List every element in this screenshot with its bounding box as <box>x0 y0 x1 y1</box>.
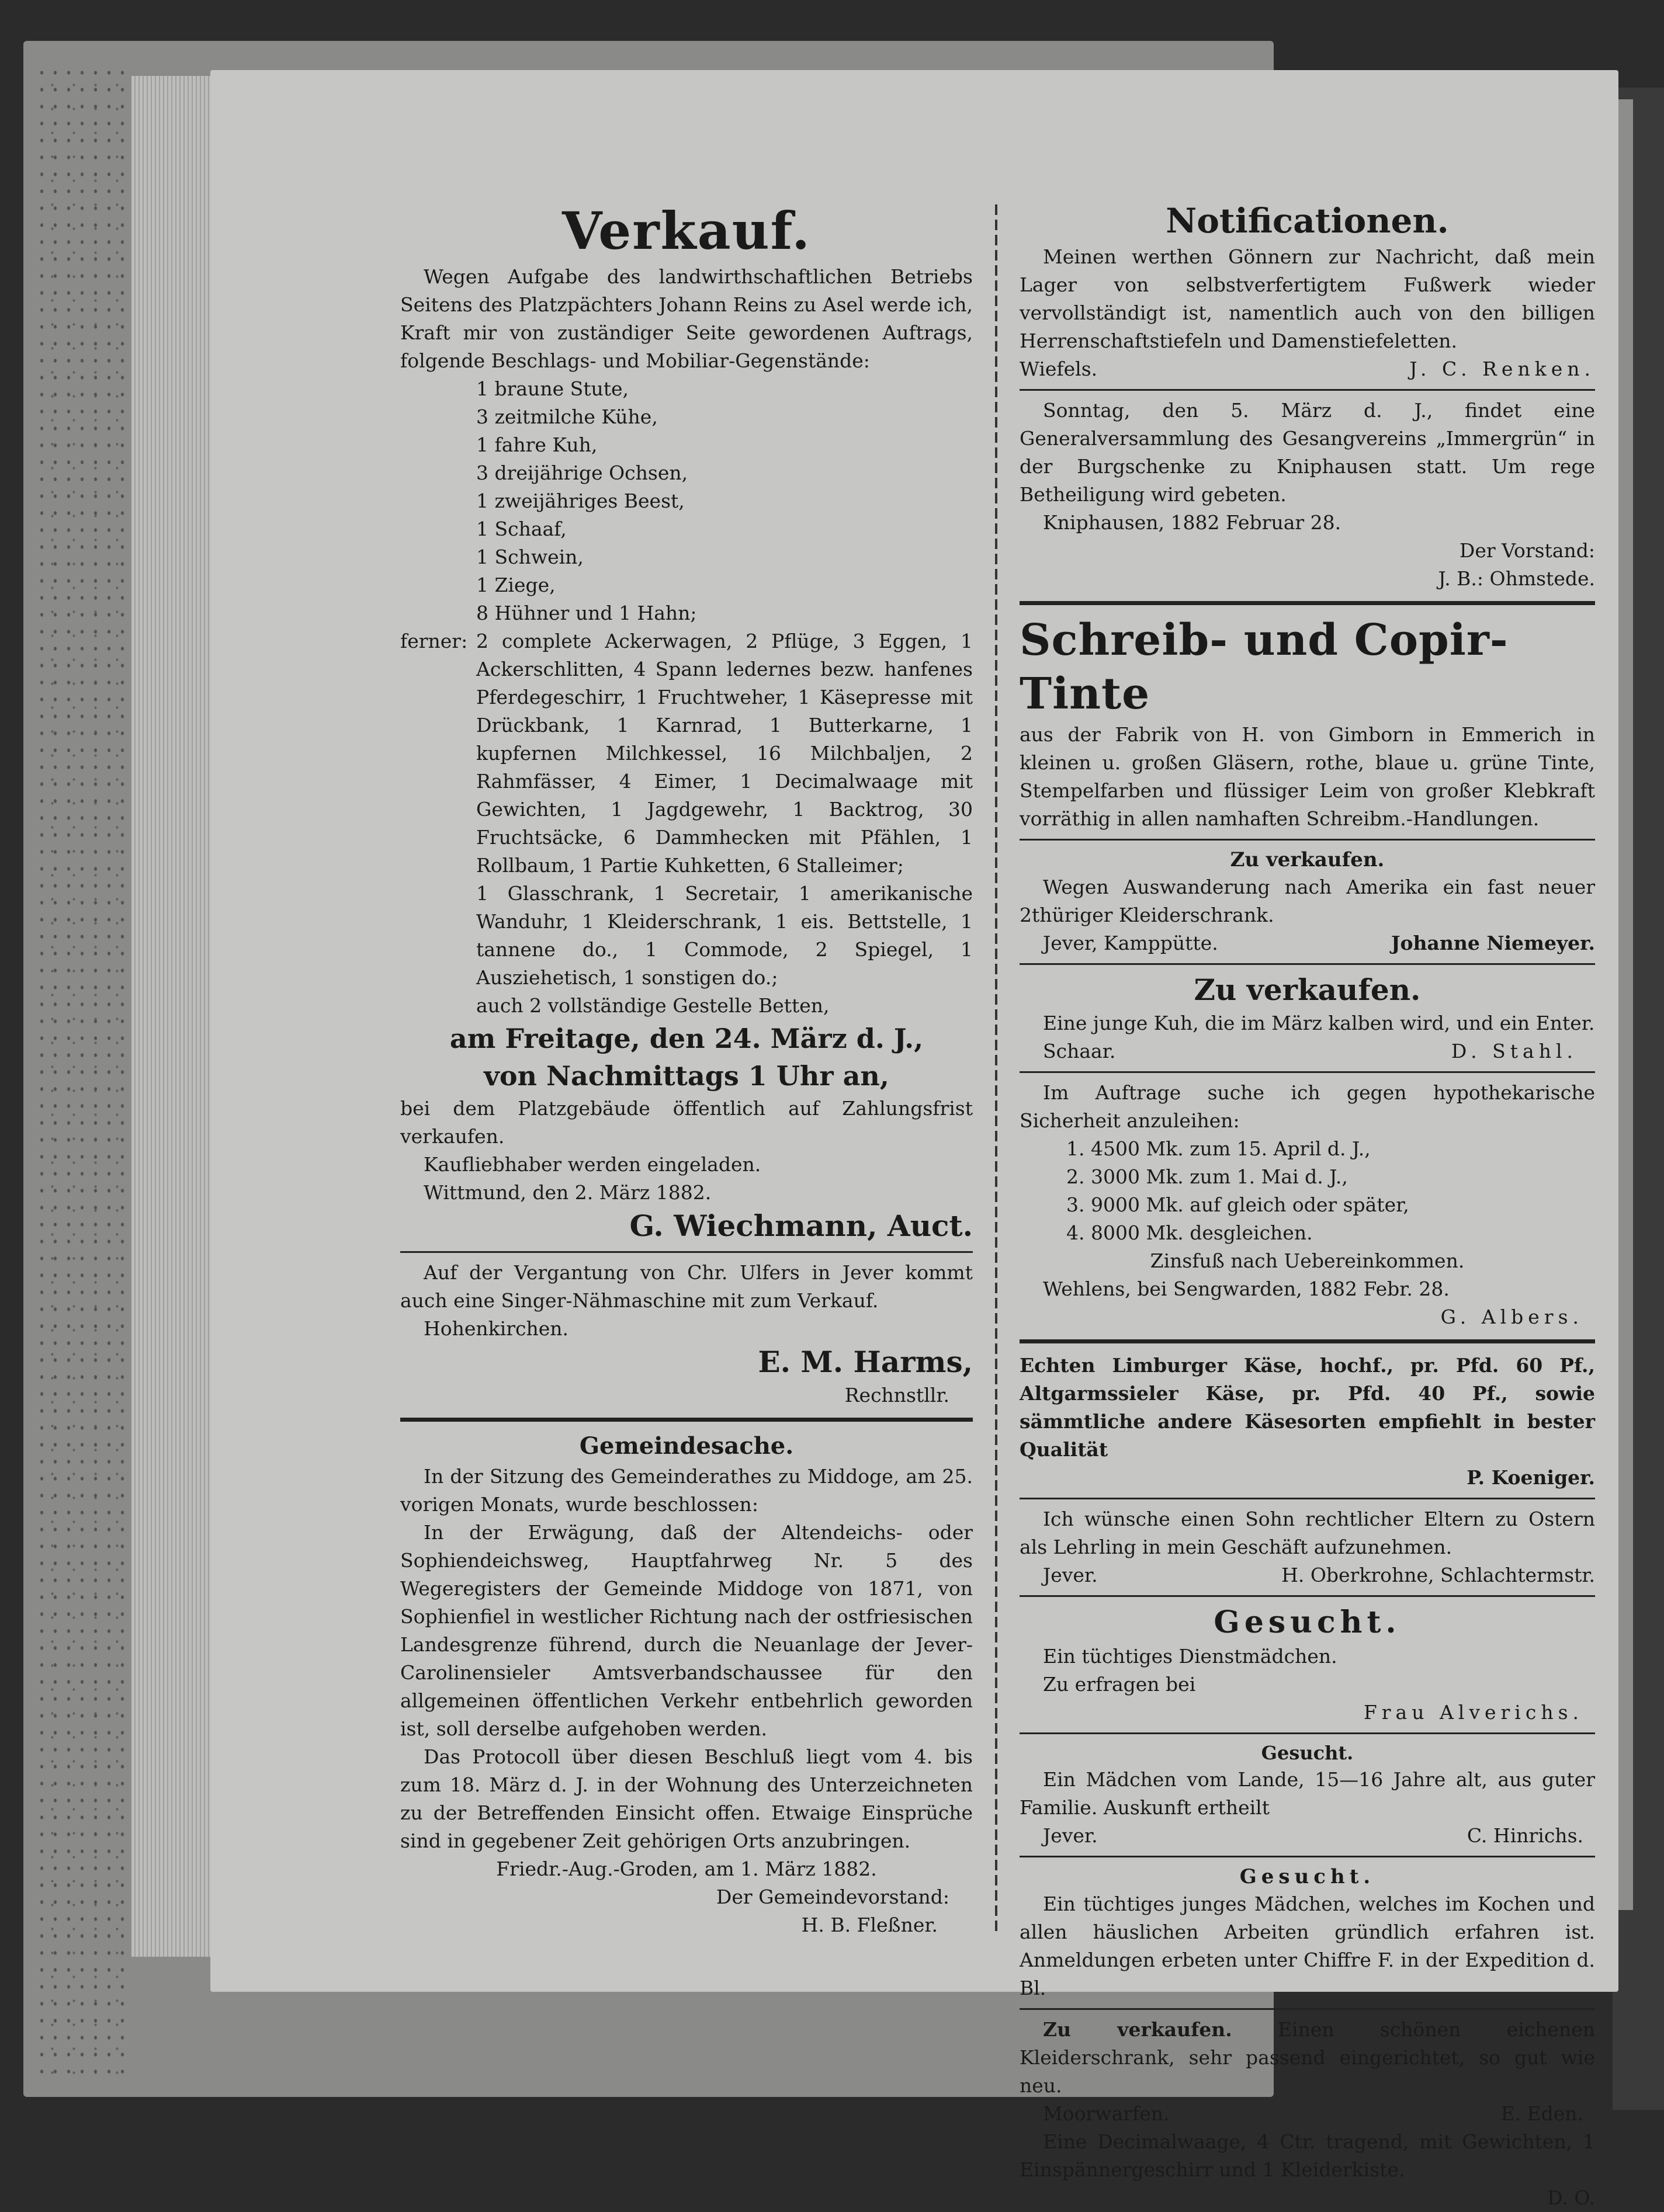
separator <box>1020 601 1595 605</box>
separator <box>1020 389 1595 391</box>
gesucht-ad-2 <box>1020 1740 1595 1850</box>
signature: C. Hinrichs. <box>1467 1824 1583 1847</box>
column-divider <box>995 204 997 1933</box>
signature: Frau Alverichs. <box>1363 1701 1583 1724</box>
ad-title: Zu verkaufen. <box>1043 2018 1232 2041</box>
ferner-text: 2 complete Ackerwagen, 2 Pflüge, 3 Eggen, 1 Ackerschlitten, 4 Spann ledernes bezw. hanfenes Pferdegeschirr, 1 Fruchtweher, 1 Käsepresse mit Drückbank, 1 Karnrad, 1 Butterkarne, 1 kupfernen Milchkessel, 16 Milchbaljen, 2 Rahmfässer, 4 Eimer, 1 Decimalwaage mit Gewichten, 1 Jagdgewehr, 1 Backtrog, 30 Fruchtsäcke, 6 Dammhecken mit Pfählen, 1 Rollbaum, 1 Partie Kuhketten, 6 Stalleimer; <box>476 630 973 877</box>
sale-date-line: am Freitage, den 24. März d. J., <box>449 1023 924 1054</box>
ad-title: Gesucht. <box>1214 1605 1401 1640</box>
notification-title: Notificationen. <box>1166 201 1449 241</box>
verkauf-item-list <box>400 375 973 627</box>
notification-ad <box>1020 199 1595 383</box>
place: Jever. <box>1043 1564 1098 1586</box>
page-stack-edges <box>131 76 219 1957</box>
interest-note: Zinsfuß nach Uebereinkommen. <box>1150 1249 1465 1272</box>
list-item: 2. 3000 Mk. zum 1. Mai d. J., <box>1066 1165 1348 1188</box>
sale-time-line: von Nachmittags 1 Uhr an, <box>484 1060 889 1092</box>
list-item: 3 dreijährige Ochsen, <box>476 461 688 484</box>
hypothek-ad <box>1020 1079 1595 1331</box>
gemeinde-p1: In der Sitzung des Gemeinderathes zu Middoge, am 25. vorigen Monats, wurde beschlossen: <box>400 1465 973 1516</box>
place-date: Wehlens, bei Sengwarden, 1882 Febr. 28. <box>1043 1277 1450 1300</box>
signature: P. Koeniger. <box>1467 1466 1595 1489</box>
separator <box>400 1251 973 1253</box>
verkaufen-ad-2 <box>1020 971 1595 1065</box>
gemeinde-title: Gemeindesache. <box>579 1432 794 1460</box>
board-label: Der Vorstand: <box>1459 539 1595 562</box>
vergantung-ad <box>400 1259 973 1409</box>
separator <box>1020 2008 1595 2010</box>
signature-row <box>1020 1561 1595 1589</box>
sale-text: bei dem Platzgebäude öffentlich auf Zahlungsfrist verkaufen. <box>400 1097 973 1148</box>
verkaufen-ad-3 <box>1020 2016 1595 2212</box>
list-item: 8 Hühner und 1 Hahn; <box>476 602 697 624</box>
list-item: 3. 9000 Mk. auf gleich oder später, <box>1066 1193 1409 1216</box>
furniture-text: 1 Glasschrank, 1 Secretair, 1 amerikanische Wanduhr, 1 Kleiderschrank, 1 eis. Bettstelle, 1 tannene do., 1 Commode, 2 Spiegel, 1 Ausziehetisch, 1 sonstigen do.; <box>476 882 973 989</box>
signature: E. M. Harms, <box>758 1345 973 1379</box>
verkauf-intro: Wegen Aufgabe des landwirthschaftlichen Betriebs Seitens des Platzpächters Johann Reins zu Asel werde ich, Kraft mir von zuständiger Seite gewordenen Auftrags, folgende Beschlags- und Mobiliar-Gegenstände: <box>400 265 973 372</box>
signature: Johanne Niemeyer. <box>1391 932 1595 954</box>
list-item: 1 Schwein, <box>476 546 584 568</box>
ad-text-2: Eine Decimalwaage, 4 Ctr. tragend, mit Gewichten, 1 Einspännergeschirr und 1 Kleiderkiste. <box>1020 2130 1595 2181</box>
ferner-block <box>400 627 973 880</box>
signature-row <box>1020 2100 1595 2128</box>
signature: H. Oberkrohne, Schlachtermstr. <box>1281 1564 1595 1586</box>
place-date: Wittmund, den 2. März 1882. <box>424 1181 712 1204</box>
signature: G. Albers. <box>1440 1305 1583 1328</box>
list-item: 1 fahre Kuh, <box>476 433 598 456</box>
ad-text <box>1020 2016 1595 2100</box>
vergantung-text: Auf der Vergantung von Chr. Ulfers in Jever kommt auch eine Singer-Nähmaschine mit zum Verkauf. <box>400 1261 973 1312</box>
tinte-text: aus der Fabrik von H. von Gimborn in Emmerich in kleinen u. großen Gläsern, rothe, blaue u. grüne Tinte, Stempelfarben und flüssiger Leim von großer Klebkraft vorräthig in allen namhaften Schreibm.-Handlungen. <box>1020 723 1595 830</box>
notification-text: Meinen werthen Gönnern zur Nachricht, daß mein Lager von selbstverfertigtem Fußwerk wieder vervollständigt ist, namentlich auch von den billigen Herrenschaftstiefeln und Damenstiefeletten. <box>1020 245 1595 352</box>
signature: D. Stahl. <box>1451 1040 1578 1062</box>
loan-list <box>1020 1135 1595 1247</box>
beds-text: auch 2 vollständige Gestelle Betten, <box>476 994 830 1017</box>
gemeinde-p2: In der Erwägung, daß der Altendeichs- oder Sophiendeichsweg, Hauptfahrweg Nr. 5 des Wegeregisters der Gemeinde Middoge von 1871, von Sophienfiel in westlicher Richtung nach der ostfriesischen Landesgrenze führend, durch die Neuanlage der Jever-Carolinensieler Amtsverbandschaussee für den allgemeinen öffentlichen Verkehr entbehrlich geworden ist, soll derselbe aufgehoben werden. <box>400 1521 973 1740</box>
kaese-ad <box>1020 1352 1595 1492</box>
place: Jever, Kamppütte. <box>1043 932 1218 954</box>
signature-row <box>1020 1822 1595 1850</box>
list-item: 3 zeitmilche Kühe, <box>476 405 658 428</box>
verkauf-ad <box>400 199 973 1245</box>
signature: G. Wiechmann, Auct. <box>629 1209 973 1243</box>
hypothek-text: Im Auftrage suche ich gegen hypothekarische Sicherheit anzuleihen: <box>1020 1081 1595 1132</box>
list-item: 1 zweijähriges Beest, <box>476 489 685 512</box>
place: Schaar. <box>1043 1040 1116 1062</box>
signature-row <box>1020 1037 1595 1065</box>
tinte-ad <box>1020 613 1595 833</box>
ad-text: Wegen Auswanderung nach Amerika ein fast neuer 2thüriger Kleiderschrank. <box>1020 876 1595 926</box>
separator <box>1020 1856 1595 1857</box>
place: Moorwarfen. <box>1043 2102 1170 2125</box>
invite-text: Kaufliebhaber werden eingeladen. <box>424 1153 761 1176</box>
gesucht-ad-1 <box>1020 1603 1595 1727</box>
separator <box>1020 1498 1595 1499</box>
separator <box>1020 1732 1595 1734</box>
separator <box>1020 1339 1595 1343</box>
separator <box>400 1418 973 1422</box>
right-column <box>1020 199 1595 2212</box>
signature: J. C. Renken. <box>1409 357 1595 380</box>
ad-text: Ein Mädchen vom Lande, 15—16 Jahre alt, aus guter Familie. Auskunft ertheilt <box>1020 1768 1595 1819</box>
marbled-cover-edge <box>35 64 134 2079</box>
verkauf-title: Verkauf. <box>562 200 811 261</box>
list-item: 1 Ziege, <box>476 574 556 596</box>
ad-line: Ein tüchtiges Dienstmädchen. <box>1043 1645 1337 1668</box>
lehrling-text: Ich wünsche einen Sohn rechtlicher Eltern zu Ostern als Lehrling in mein Geschäft aufzunehmen. <box>1020 1508 1595 1558</box>
signature: J. B.: Ohmstede. <box>1438 567 1595 590</box>
place: Hohenkirchen. <box>424 1317 569 1340</box>
list-item: 1. 4500 Mk. zum 15. April d. J., <box>1066 1137 1371 1160</box>
separator <box>1020 839 1595 841</box>
place: Wiefels. <box>1020 357 1098 380</box>
signature-title: Rechnstllr. <box>844 1384 949 1407</box>
ad-line: Zu erfragen bei <box>1043 1673 1196 1696</box>
ad-title: Zu verkaufen. <box>1230 848 1385 871</box>
signature: E. Eden. <box>1500 2102 1583 2125</box>
ad-title: Gesucht. <box>1261 1742 1354 1764</box>
ad-text: Eine junge Kuh, die im März kalben wird, und ein Enter. <box>1043 1012 1595 1034</box>
separator <box>1020 963 1595 965</box>
board-label: Der Gemeindevorstand: <box>716 1885 949 1908</box>
signature-row <box>1020 929 1595 957</box>
verkaufen-ad-1 <box>1020 846 1595 957</box>
ad-body: Einen schönen eichenen Kleiderschrank, sehr passend eingerichtet, so gut wie neu. <box>1020 2018 1595 2097</box>
signature-row <box>1020 355 1595 383</box>
ad-text: Ein tüchtiges junges Mädchen, welches im Kochen und allen häuslichen Arbeiten gründlich erfahren ist. Anmeldungen erbeten unter Chiffre F. in der Expedition d. Bl. <box>1020 1892 1595 1999</box>
gemeinde-ad <box>400 1430 973 1939</box>
place: Jever. <box>1043 1824 1098 1847</box>
list-item: 1 braune Stute, <box>476 377 629 400</box>
left-column <box>400 199 973 1939</box>
ad-title: Gesucht. <box>1239 1865 1375 1888</box>
list-item: 1 Schaaf, <box>476 518 567 540</box>
place-date: Kniphausen, 1882 Februar 28. <box>1043 511 1341 534</box>
place-date: Friedr.-Aug.-Groden, am 1. März 1882. <box>496 1857 877 1880</box>
list-item: 4. 8000 Mk. desgleichen. <box>1066 1221 1313 1244</box>
kaese-text: Echten Limburger Käse, hochf., pr. Pfd. 60 Pf., Altgarmssieler Käse, pr. Pfd. 40 Pf., sowie sämmtliche andere Käsesorten empfiehlt in bester Qualität <box>1020 1354 1595 1461</box>
gesangverein-ad <box>1020 397 1595 593</box>
ad-title: Zu verkaufen. <box>1194 973 1421 1007</box>
separator <box>1020 1071 1595 1073</box>
gesucht-ad-3 <box>1020 1863 1595 2002</box>
signature: H. B. Fleßner. <box>801 1914 938 1936</box>
gesang-text: Sonntag, den 5. März d. J., findet eine Generalversammlung des Gesangvereins „Immergrün“ in der Burgschenke zu Kniphausen statt. Um rege Betheiligung wird gebeten. <box>1020 399 1595 506</box>
lehrling-ad <box>1020 1505 1595 1589</box>
gemeinde-p3: Das Protocoll über diesen Beschluß liegt vom 4. bis zum 18. März d. J. in der Wohnung des Unterzeichneten zu der Betreffenden Einsicht offen. Etwaige Einsprüche sind in gegebener Zeit gehörigen Orts anzubringen. <box>400 1745 973 1852</box>
ferner-label: ferner: <box>400 630 468 652</box>
tinte-title: Schreib- und Copir-Tinte <box>1020 615 1509 719</box>
signature-2: D. O. <box>1547 2186 1595 2209</box>
separator <box>1020 1595 1595 1597</box>
